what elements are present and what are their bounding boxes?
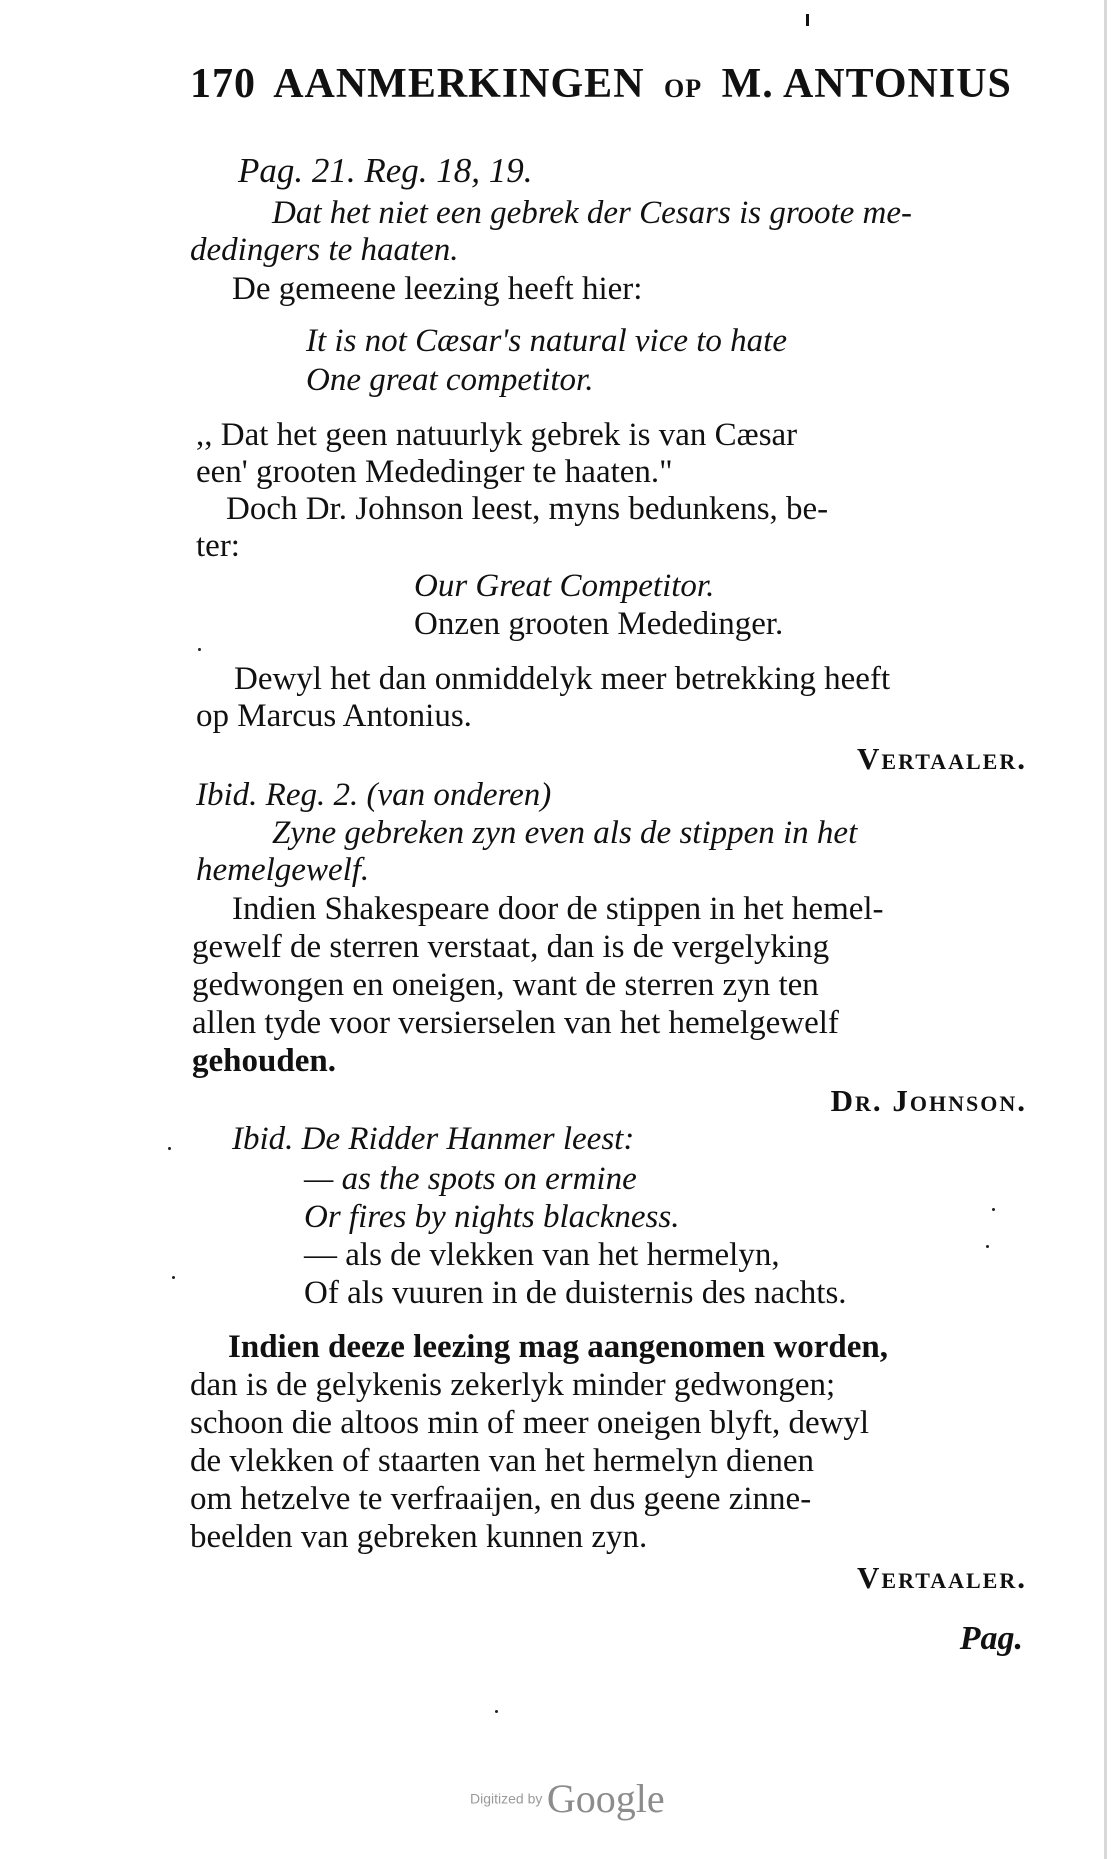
- note2-para-line3: gedwongen en oneigen, want de sterren zyn ten: [192, 967, 819, 1003]
- note3-para-line6: beelden van gebreken kunnen zyn.: [190, 1519, 648, 1555]
- scan-speck: [172, 1276, 175, 1279]
- note1-english-line2-text: One great competitor.: [306, 362, 594, 398]
- note2-signature: Dr. Johnson.: [830, 1083, 1027, 1118]
- note3-para-line5: om hetzelve te verfraaijen, en dus geene zinne-: [190, 1481, 812, 1517]
- note3-para-line1: Indien deeze leezing mag aangenomen worden,: [228, 1329, 888, 1365]
- note3-para-line3: schoon die altoos min of meer oneigen blyft, dewyl: [190, 1405, 870, 1441]
- note1-quote-line2: dedingers te haaten.: [190, 232, 459, 268]
- header-title-left: AANMERKINGEN: [273, 61, 645, 107]
- scan-speck: [198, 648, 201, 651]
- page-number: 170: [190, 61, 256, 107]
- note3-english-line2: Or fires by nights blackness.: [304, 1199, 680, 1235]
- note1-quote-line1: Dat het niet een gebrek der Cesars is groote me-: [272, 195, 912, 231]
- note1-english-line1: It is not Cæsar's natural vice to hate: [306, 323, 787, 359]
- note3-reference: Ibid. De Ridder Hanmer leest:: [232, 1121, 635, 1157]
- scan-edge-line: [1104, 0, 1107, 1859]
- scan-speck: [168, 1147, 171, 1150]
- watermark-prefix: Digitized by: [470, 1790, 543, 1807]
- note2-quote-line1: Zyne gebreken zyn even als de stippen in het: [272, 815, 858, 851]
- note1-dutch-line2: een' grooten Mededinger te haaten.": [196, 454, 673, 490]
- note2-para-line5: gehouden.: [192, 1043, 336, 1079]
- note1-reason-line2: op Marcus Antonius.: [196, 698, 472, 734]
- note3-dutch-line2: Of als vuuren in de duisternis des nachts.: [304, 1275, 847, 1311]
- note1-johnson-line1: Doch Dr. Johnson leest, myns bedunkens, be-: [226, 491, 829, 527]
- header-title-of: OP: [664, 74, 703, 103]
- note1-intro: De gemeene leezing heeft hier:: [232, 271, 643, 307]
- note1-reference: Pag. 21. Reg. 18, 19.: [238, 151, 533, 190]
- note2-para-line2: gewelf de sterren verstaat, dan is de vergelyking: [192, 929, 830, 965]
- note2-reference: Ibid. Reg. 2. (van onderen): [196, 777, 552, 813]
- note3-english-line1: — as the spots on ermine: [304, 1161, 637, 1197]
- note1-dutch-line1: ,, Dat het geen natuurlyk gebrek is van Cæsar: [196, 417, 798, 453]
- note1-english-line2: [306, 361, 593, 399]
- note1-reason-line1: Dewyl het dan onmiddelyk meer betrekking heeft: [234, 661, 891, 697]
- scan-speck: [495, 1710, 498, 1713]
- watermark-brand: Google: [546, 1776, 665, 1821]
- note1-johnson-line2: ter:: [196, 528, 240, 564]
- catchword: Pag.: [959, 1620, 1023, 1657]
- note3-dutch-line1: — als de vlekken van het hermelyn,: [304, 1237, 780, 1273]
- header-title-right: M. ANTONIUS: [721, 61, 1012, 107]
- note1-signature: Vertaaler.: [857, 741, 1027, 776]
- note2-para-line1: Indien Shakespeare door de stippen in het hemel-: [232, 891, 884, 927]
- note3-signature: Vertaaler.: [857, 1560, 1027, 1595]
- note2-quote-line2: hemelgewelf.: [196, 852, 370, 888]
- scan-speck: [806, 14, 809, 26]
- note3-para-line2: dan is de gelykenis zekerlyk minder gedwongen;: [190, 1367, 836, 1403]
- scan-speck: [986, 1245, 989, 1248]
- running-header: [190, 60, 1012, 108]
- scan-speck: [992, 1208, 995, 1211]
- note3-para-line4: de vlekken of staarten van het hermelyn dienen: [190, 1443, 815, 1479]
- note2-para-line4: allen tyde voor versierselen van het hemelgewelf: [192, 1005, 839, 1041]
- note1-johnson-english: Our Great Competitor.: [414, 568, 715, 604]
- digitized-by-google-watermark: [470, 1775, 665, 1822]
- note1-johnson-dutch: Onzen grooten Mededinger.: [414, 606, 784, 642]
